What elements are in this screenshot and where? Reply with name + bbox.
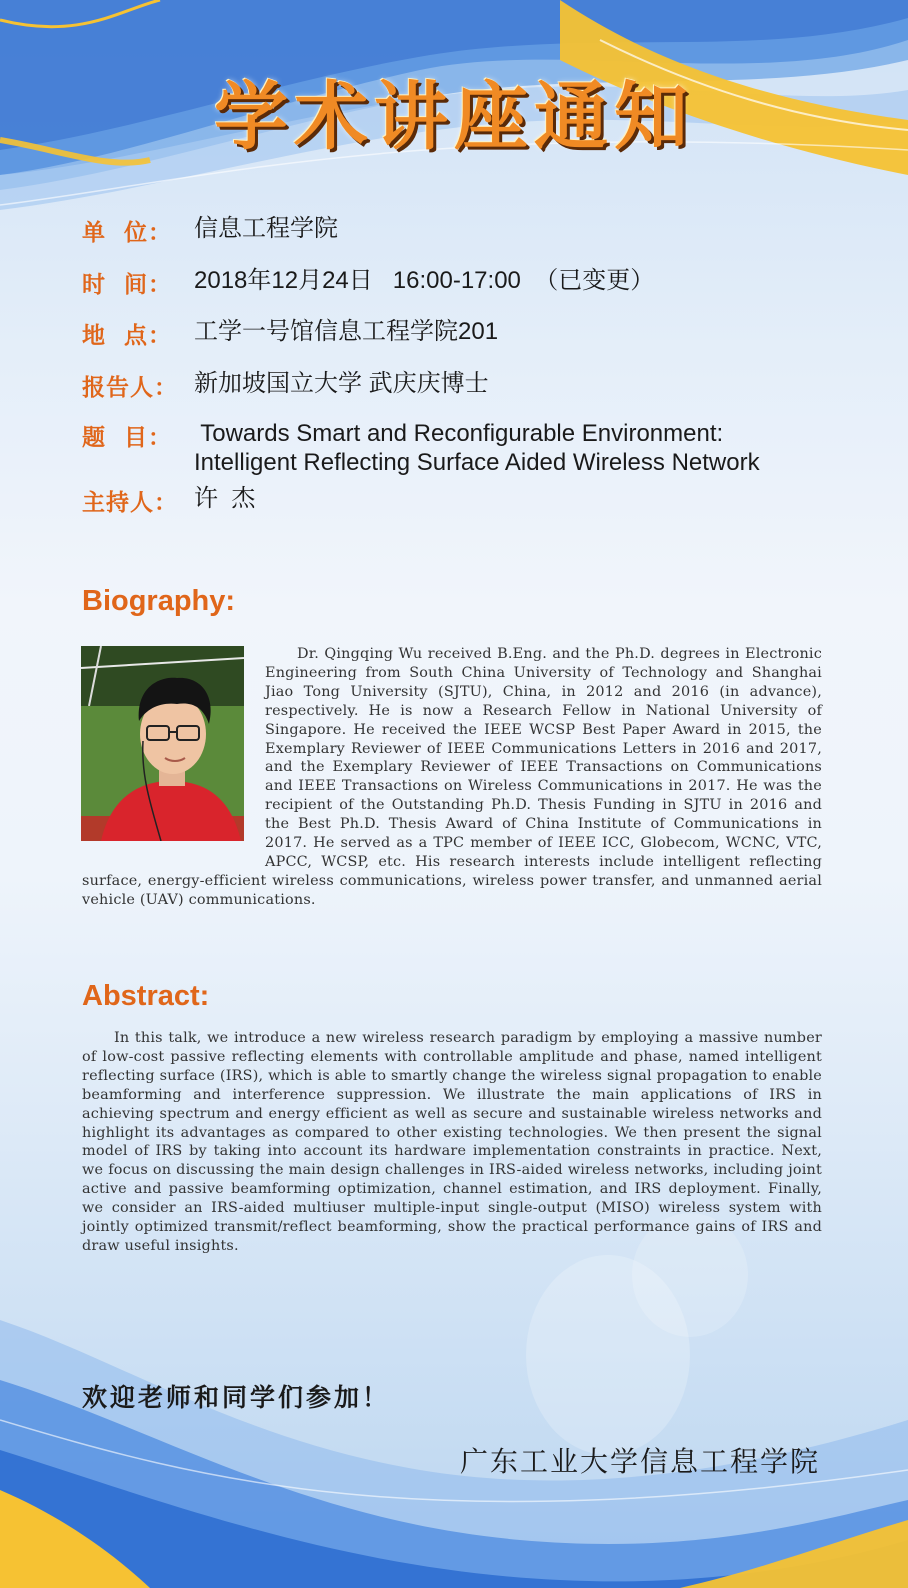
info-value-location: 工学一号馆信息工程学院201	[194, 318, 499, 345]
info-label-host: 主持人：	[82, 490, 178, 516]
abstract-heading: Abstract:	[82, 980, 210, 1012]
info-value-topic-line1: Towards Smart and Reconfigurable Environment:	[194, 420, 724, 447]
info-row-unit	[82, 214, 338, 247]
info-value-topic-line2: Intelligent Reflecting Surface Aided Wireless Network	[194, 449, 760, 476]
info-label-time: 时 间：	[82, 272, 173, 298]
biography-body: Dr. Qingqing Wu received B.Eng. and the Ph.D. degrees in Electronic Engineering from South China University of Technology and Shanghai Jiao Tong University (SJTU), China, in 2012 and 2016 (in advance), respectively. He is now a Research Fellow in National University of Singapore. He received the IEEE WCSP Best Paper Award in 2015, the Exemplary Reviewer of IEEE Communications Letters in 2016 and 2017, and the Exemplary Reviewer of IEEE Transactions on Communications and IEEE Transactions on Wireless Communications in 2017. He was the recipient of the Outstanding Ph.D. Thesis Funding in SJTU in 2016 and the Best Ph.D. Thesis Award of China Institute of Communications in 2017. He served as a TPC member of IEEE ICC, Globecom, WCNC, VTC, APCC, WCSP, etc. His research interests include intelligent reflecting surface, energy-efficient wireless communications, wireless power transfer, and unmanned aerial vehicle (UAV) communications.	[82, 646, 822, 908]
photo-spacer	[82, 645, 265, 869]
info-value-speaker: 新加坡国立大学 武庆庆博士	[194, 370, 489, 397]
info-row-location	[82, 317, 498, 350]
biography-text	[82, 645, 822, 910]
abstract-text: In this talk, we introduce a new wireless research paradigm by employing a massive number of low-cost passive reflecting elements with controllable amplitude and phase, named intelligent reflecting surface (IRS), which is able to smartly change the wireless signal propagation to enable beamforming and interference suppression. We illustrate the main applications of IRS in achieving spectrum and energy efficient as well as secure and sustainable wireless networks and highlight its advantages as compared to other existing technologies. We then present the signal model of IRS by taking into account its hardware implementation constraints in practice. Next, we focus on discussing the main design challenges in IRS-aided wireless networks, including joint active and passive beamforming optimization, channel estimation, and IRS deployment. Finally, we consider an IRS-aided multiuser multiple-input single-output (MISO) wireless system with jointly optimized transmit/reflect beamforming, show the practical performance gains of IRS and draw useful insights.	[82, 1030, 822, 1254]
info-label-location: 地 点：	[82, 323, 173, 349]
info-value-time: 2018年12月24日 16:00-17:00 （已变更）	[194, 267, 655, 294]
info-row-topic	[82, 419, 760, 477]
info-row-time	[82, 266, 654, 299]
info-value-host: 许 杰	[194, 485, 256, 512]
info-value-unit: 信息工程学院	[194, 215, 338, 242]
biography-heading: Biography:	[82, 585, 236, 617]
organizer-name: 广东工业大学信息工程学院	[459, 1445, 820, 1478]
info-row-speaker	[82, 369, 489, 402]
info-label-topic: 题 目：	[82, 425, 173, 451]
info-label-unit: 单 位：	[82, 220, 173, 246]
poster-title: 学术讲座通知	[214, 74, 694, 160]
info-row-host	[82, 484, 255, 517]
biography-indent	[265, 646, 297, 662]
welcome-message: 欢迎老师和同学们参加！	[82, 1383, 391, 1412]
info-label-speaker: 报告人：	[82, 375, 178, 401]
